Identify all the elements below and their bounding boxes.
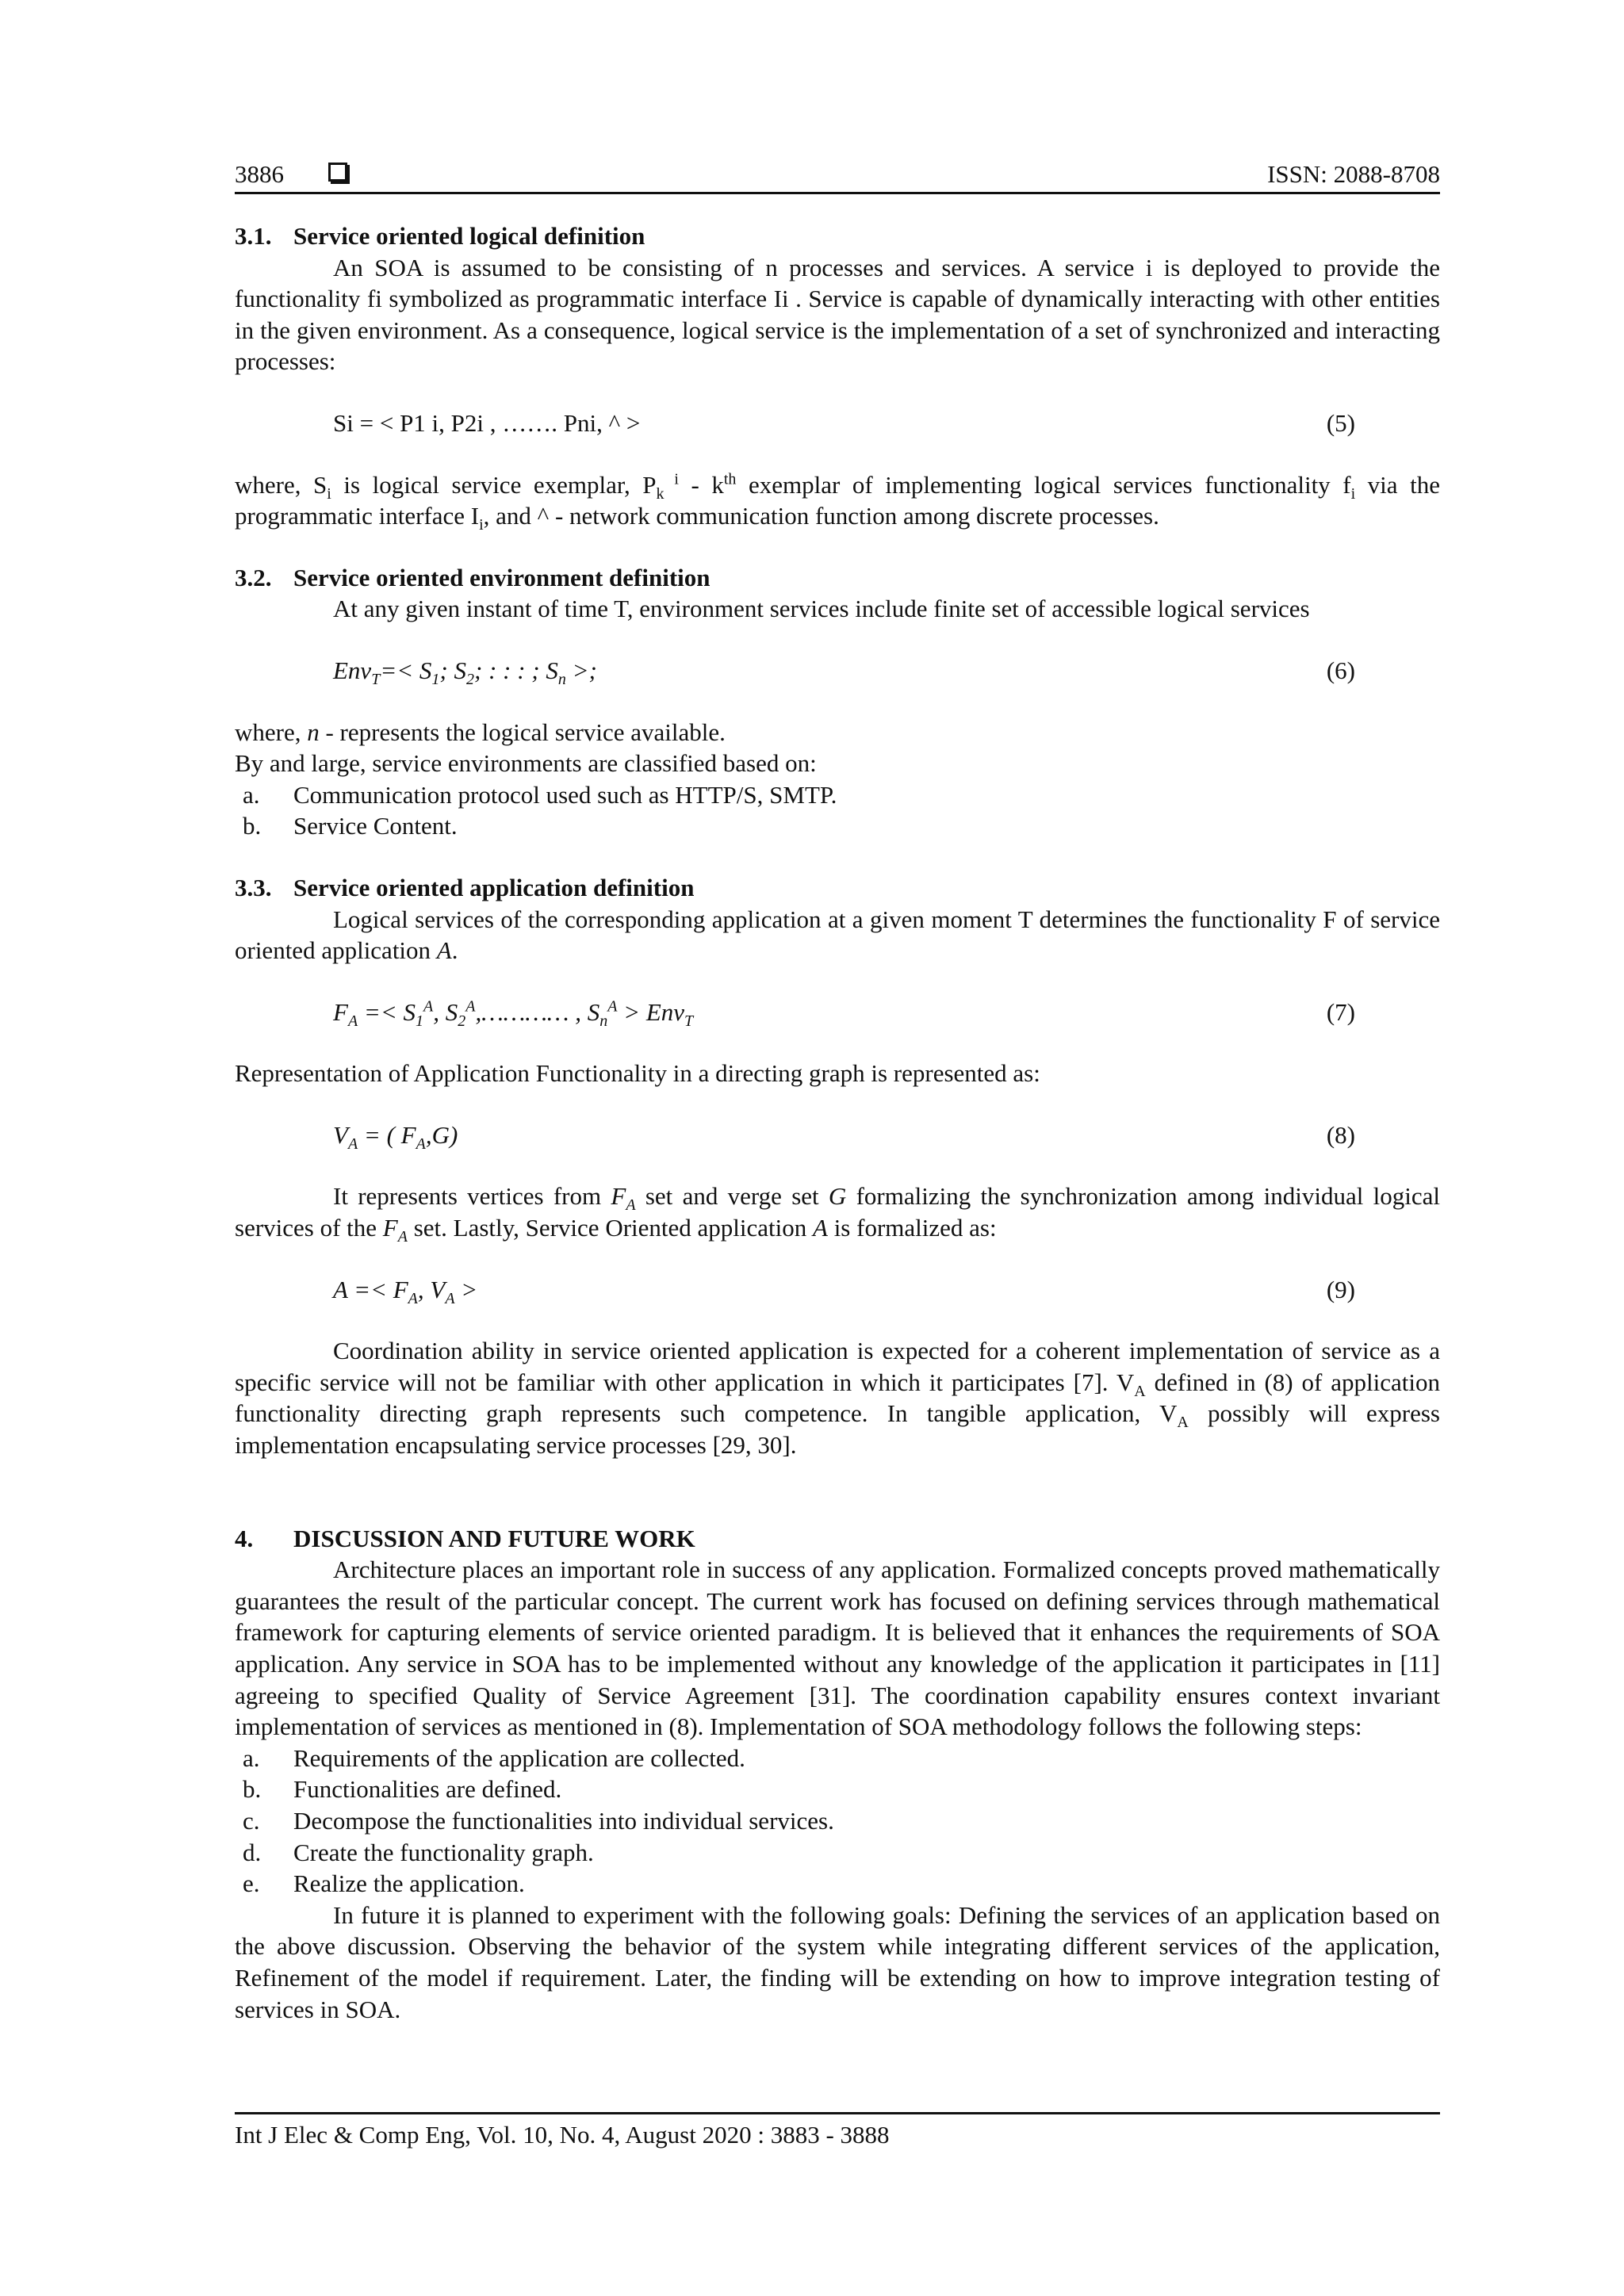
equation-6-expression: $Env_T=< S_1$; $S_2$; : : : ; $S_n$ >; bbox=[333, 656, 597, 689]
equation-8-label: (8) bbox=[1326, 1120, 1355, 1149]
paragraph-3-3-b: It represents vertices from $F_A$ set and verge set G formalizing the synchronization among individual logical services of the $F_A$ set. Lastly, Service Oriented application A is formalized as: bbox=[235, 1182, 1440, 1246]
list-item: e. Realize the application. bbox=[243, 1869, 525, 1898]
equation-5 bbox=[235, 408, 1440, 439]
list-item: a. Communication protocol used such as HTTP/S, SMTP. bbox=[243, 780, 837, 809]
equation-6-label: (6) bbox=[1326, 656, 1355, 684]
methodology-steps-list bbox=[235, 1743, 1440, 1900]
representation-sentence: Representation of Application Functionality in a directing graph is represented as: bbox=[235, 1059, 1040, 1088]
paragraph-4-1: Architecture places an important role in success of any application. Formalized concepts proved mathematically guarantees the result of the particular concept. The current work has focused on defining services through mathematical framework for capturing elements of service oriented paradigm. It is believed that it enhances the requirements of SOA application. Any service in SOA has to be implemented without any knowledge of the application it participates in [11] agreeing to specified Quality of Service Agreement [31]. The coordination capability ensures context invariant implementation of services as mentioned in (8). Implementation of SOA methodology follows the following steps: bbox=[235, 1556, 1440, 1741]
equation-7-label: (7) bbox=[1326, 997, 1355, 1026]
list-item: d. Create the functionality graph. bbox=[243, 1838, 594, 1866]
section-number: 3.3. bbox=[235, 873, 272, 901]
page-number: 3886 bbox=[235, 160, 284, 188]
section-4-heading bbox=[235, 1523, 1440, 1555]
list-item: b. Functionalities are defined. bbox=[243, 1775, 562, 1804]
list-item: a. Requirements of the application are collected. bbox=[243, 1743, 745, 1772]
equation-9 bbox=[235, 1274, 1440, 1306]
running-footer: Int J Elec & Comp Eng, Vol. 10, No. 4, August 2020 : 3883 - 3888 bbox=[235, 2121, 890, 2149]
paragraph-3-2: At any given instant of time T, environment services include finite set of accessible logical services bbox=[333, 595, 1310, 623]
equation-9-label: (9) bbox=[1326, 1275, 1355, 1303]
where-paragraph-3-1: where, $S_i$ is logical service exemplar, $P_k$ $^i - k^{th}$ exemplar of implementing logical services functionality $f_i$ via the programmatic interface $I_i$, and ^ - network communication function among discrete processes. bbox=[235, 470, 1440, 534]
section-title: Service oriented environment definition bbox=[293, 563, 710, 591]
where-paragraph-3-2: where, n - represents the logical service available. bbox=[235, 718, 726, 746]
section-number: 3.1. bbox=[235, 222, 272, 250]
issn: ISSN: 2088-8708 bbox=[1267, 160, 1440, 188]
section-title: DISCUSSION AND FUTURE WORK bbox=[293, 1524, 695, 1552]
section-3-1-heading bbox=[235, 220, 1440, 252]
paragraph-3-1: An SOA is assumed to be consisting of n processes and services. A service i is deployed to provide the functionality fi symbolized as programmatic interface Ii . Service is capable of dynamically interacting with other entities in the given environment. As a consequence, logical service is the implementation of a set of synchronized and interacting processes: bbox=[235, 253, 1440, 376]
equation-6 bbox=[235, 655, 1440, 687]
running-header bbox=[235, 157, 1440, 192]
classification-list bbox=[235, 779, 1440, 842]
square-bullet-icon bbox=[328, 163, 347, 182]
section-number: 3.2. bbox=[235, 563, 272, 591]
paragraph-3-3-c: Coordination ability in service oriented application is expected for a coherent implementation of service as a specific service will not be familiar with other application in which it participates [7]. $V_A$ defined in (8) of application functionality directing graph represents such competence. In tangible application, $V_A$ possibly will express implementation encapsulating service processes [29, 30]. bbox=[235, 1337, 1440, 1460]
section-3-2-heading bbox=[235, 562, 1440, 594]
header-rule bbox=[235, 192, 1440, 194]
section-3-3-heading bbox=[235, 872, 1440, 904]
equation-9-expression: $A =< F_A$, $V_A$ > bbox=[333, 1275, 478, 1307]
paragraph-4-2: In future it is planned to experiment with the following goals: Defining the services of an application based on the above discussion. Observing the behavior of the system while integrating different services of the application, Refinement of the model if requirement. Later, the finding will be extending on how to improve integration testing of services in SOA. bbox=[235, 1900, 1440, 2023]
paragraph-3-3-a: Logical services of the corresponding application at a given moment T determines the functionality F of service oriented application A. bbox=[235, 905, 1440, 965]
equation-8-expression: $V_A$ = ( $F_A,G$) bbox=[333, 1120, 458, 1154]
section-title: Service oriented logical definition bbox=[293, 222, 645, 250]
section-number: 4. bbox=[235, 1524, 254, 1552]
body-text bbox=[235, 220, 1440, 2025]
equation-5-expression: Si = < P1 i, P2i , ……. Pni, ^ > bbox=[333, 408, 641, 437]
list-item: b. Service Content. bbox=[243, 812, 458, 840]
equation-7-expression: $F_A =< S_1^A$, $S_2^A,\dots\dots\dots\dots$ , $S_n^A > Env_T$ bbox=[333, 997, 694, 1030]
classification-intro: By and large, service environments are classified based on: bbox=[235, 749, 817, 778]
list-item: c. Decompose the functionalities into individual services. bbox=[243, 1806, 834, 1835]
section-title: Service oriented application definition bbox=[293, 873, 695, 901]
equation-7 bbox=[235, 997, 1440, 1028]
equation-8 bbox=[235, 1119, 1440, 1154]
equation-5-label: (5) bbox=[1326, 408, 1355, 437]
footer-rule bbox=[235, 2112, 1440, 2114]
